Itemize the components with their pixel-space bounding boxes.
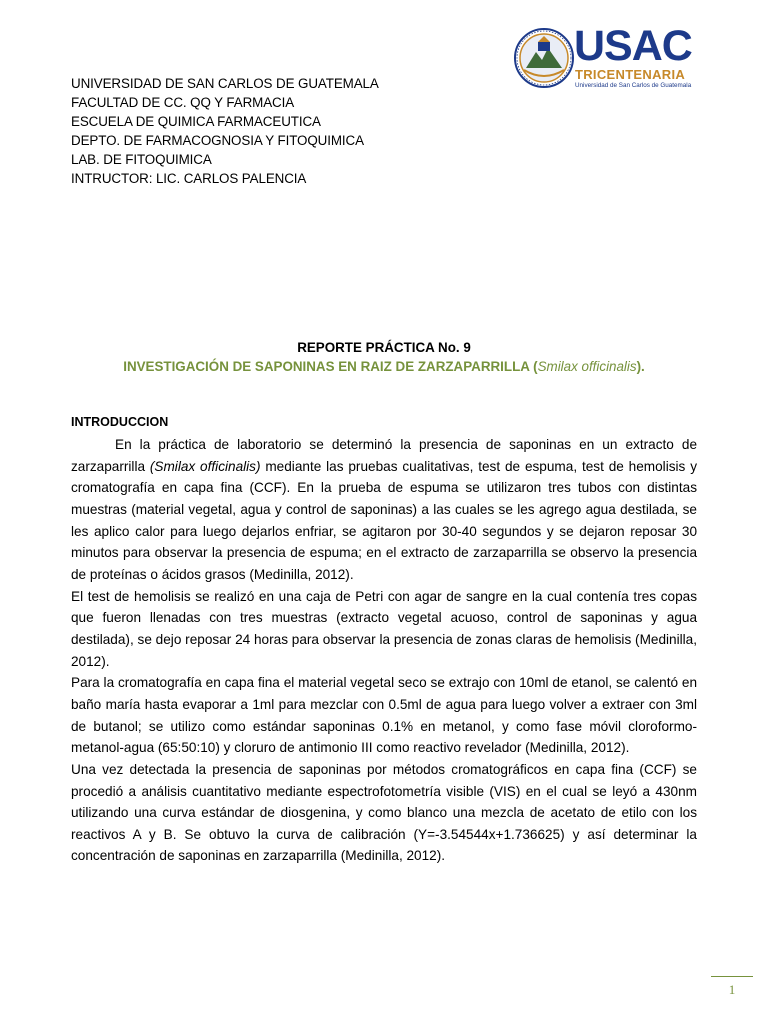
paragraph-1-species: (Smilax officinalis) bbox=[149, 458, 261, 474]
header-line-instructor: INTRUCTOR: LIC. CARLOS PALENCIA bbox=[71, 171, 307, 186]
report-subtitle-end: ). bbox=[636, 359, 645, 374]
university-seal-icon bbox=[514, 28, 574, 88]
page-number: 1 bbox=[728, 982, 736, 997]
paragraph-1-part-a: En la práctica de laboratorio se determinó la presencia de saponinas en un extracto de zarzaparrilla bbox=[71, 437, 697, 474]
report-title: REPORTE PRÁCTICA No. 9 bbox=[297, 340, 471, 355]
header-line-university: UNIVERSIDAD DE SAN CARLOS DE GUATEMALA bbox=[71, 76, 379, 91]
logo-wordmark: USAC bbox=[574, 22, 692, 70]
report-subtitle-main: INVESTIGACIÓN DE SAPONINAS EN RAIZ DE ZARZAPARRILLA ( bbox=[123, 359, 538, 374]
report-subtitle-species: Smilax officinalis bbox=[537, 359, 637, 374]
introduction-body bbox=[71, 434, 697, 867]
usac-logo bbox=[514, 22, 694, 91]
paragraph-1-part-b: mediante las pruebas cualitativas, test de espuma, test de hemolisis y cromatografía en capa fina (CCF). En la prueba de espuma se utilizaron tres tubos con distintas muestras (material vegetal, agua y control de saponinas) a las cuales se les agrego agua destilada, se les aplico calor para luego dejarlos enfriar, se agitaron por 30-40 segundos y se dejaron reposar 30 minutos para observar la presencia de espuma; en el extracto de zarzaparrilla se observo la presencia de proteínas o ácidos grasos (Medinilla, 2012). bbox=[71, 458, 697, 582]
footer-divider bbox=[711, 976, 753, 977]
paragraph-foam-test bbox=[71, 434, 697, 586]
paragraph-tlc: Para la cromatografía en capa fina el material vegetal seco se extrajo con 10ml de etanol, se calentó en baño maría hasta evaporar a 1ml para mezclar con 0.5ml de agua para luego volver a extraer con 3ml de butanol; se utilizo como estándar saponinas 0.1% en metanol, y como fase móvil cloroformo-metanol-agua (65:50:10) y cloruro de antimonio III como reactivo revelador (Medinilla, 2012). bbox=[71, 675, 697, 756]
report-subtitle bbox=[0, 358, 768, 376]
header-line-department: DEPTO. DE FARMACOGNOSIA Y FITOQUIMICA bbox=[71, 133, 364, 148]
header-line-school: ESCUELA DE QUIMICA FARMACEUTICA bbox=[71, 114, 321, 129]
institution-header bbox=[71, 74, 379, 188]
header-line-faculty: FACULTAD DE CC. QQ Y FARMACIA bbox=[71, 95, 295, 110]
paragraph-spectrophotometry: Una vez detectada la presencia de saponinas por métodos cromatográficos en capa fina (CCF) se procedió a análisis cuantitativo mediante espectrofotometría visible (VIS) en el cual se leyó a 430nm utilizando una curva estándar de diosgenina, y como blanco una mezcla de acetato de etilo con los reactivos A y B. Se obtuvo la curva de calibración (Y=-3.54544x+1.736625) y así determinar la concentración de saponinas en zarzaparrilla (Medinilla, 2012). bbox=[71, 761, 697, 864]
logo-tagline: Universidad de San Carlos de Guatemala bbox=[575, 82, 692, 89]
introduction-heading: INTRODUCCION bbox=[71, 415, 169, 429]
paragraph-hemolysis-test: El test de hemolisis se realizó en una caja de Petri con agar de sangre en la cual contenía tres copas que fueron llenadas con tres muestras (extracto vegetal acuoso, control de saponinas y agua destilada), se dejo reposar 24 horas para observar la presencia de zonas claras de hemolisis (Medinilla, 2012). bbox=[71, 588, 697, 669]
logo-subtitle: TRICENTENARIA bbox=[575, 67, 686, 82]
header-line-lab: LAB. DE FITOQUIMICA bbox=[71, 152, 212, 167]
